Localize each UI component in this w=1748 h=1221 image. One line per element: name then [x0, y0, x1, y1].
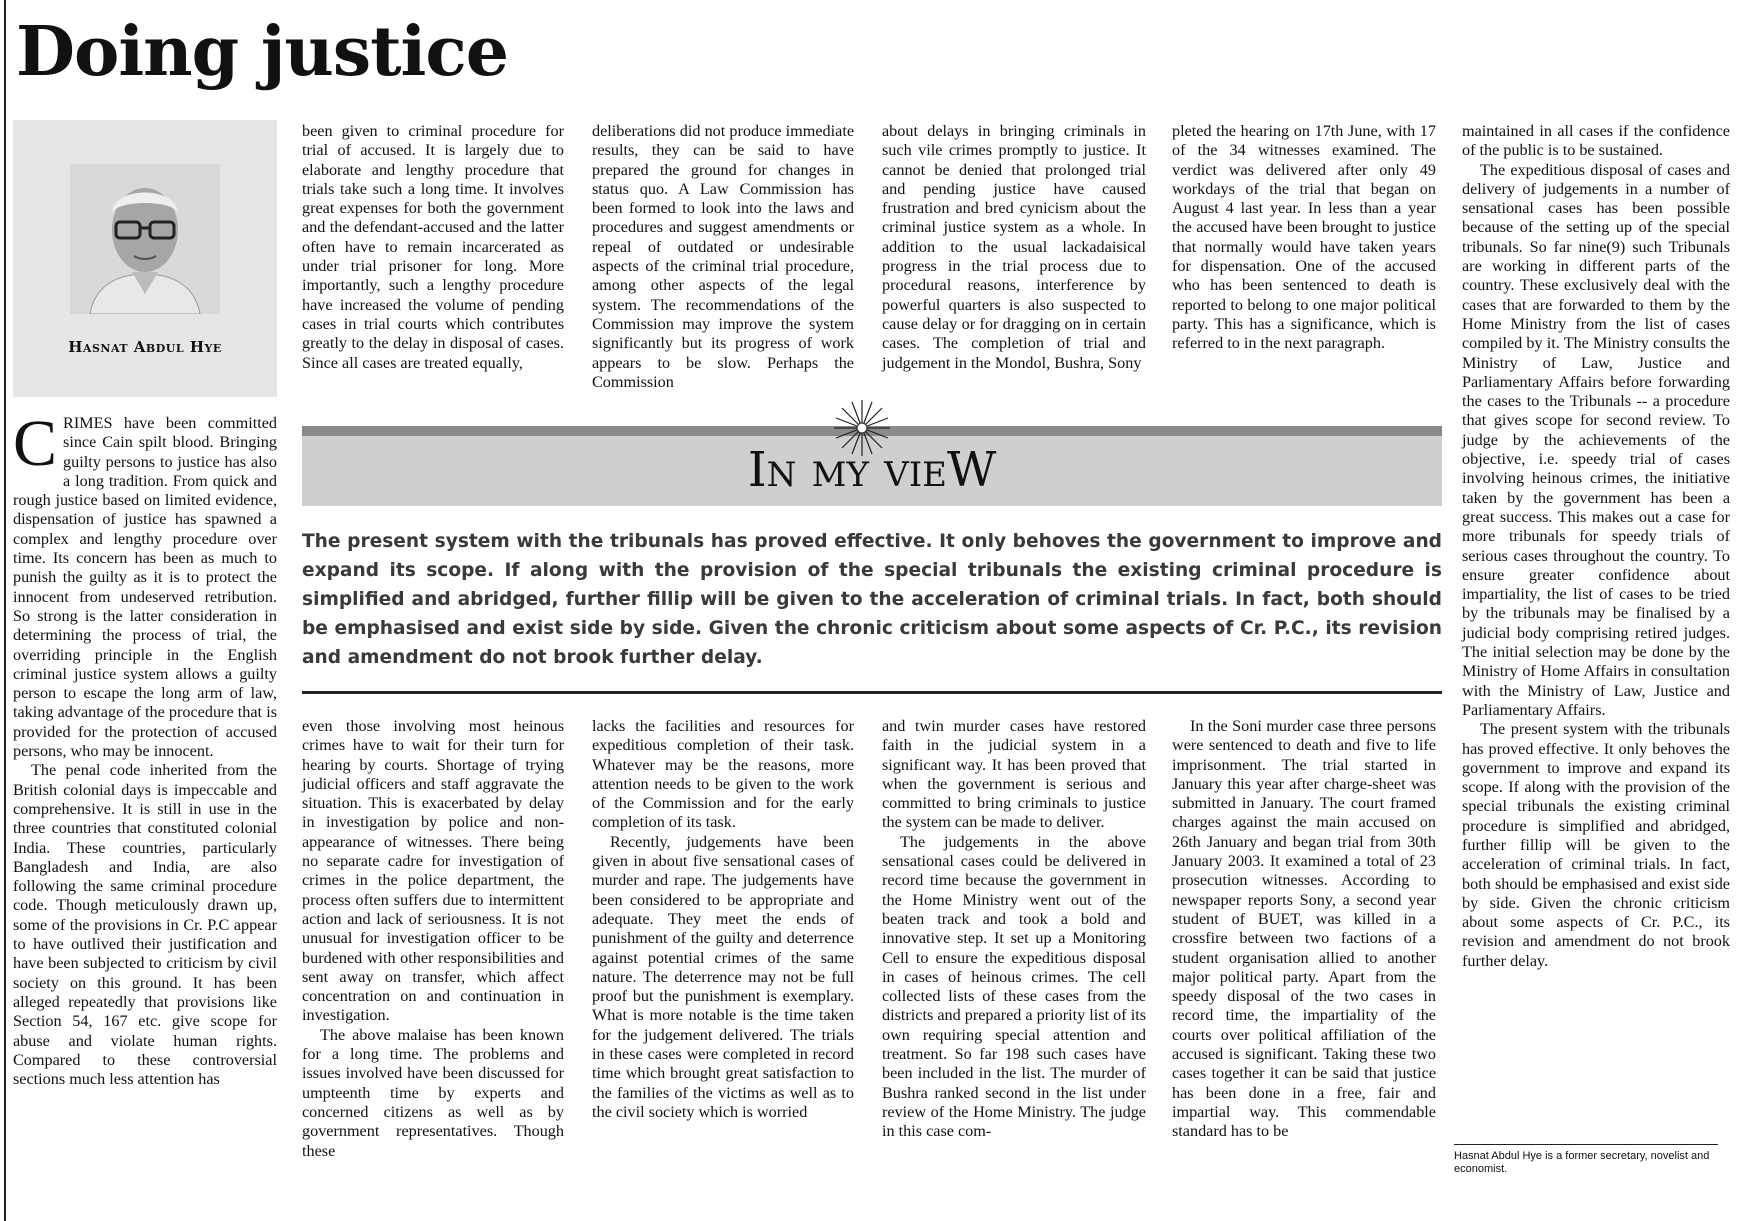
- column-5-bottom: In the Soni murder case three persons were sentenced to death and five to life imprisonment. The trial started in January this year after charge-sheet was submitted in January. The court framed charges against the main accused on 26th January and began trial from 30th January 2003. It examined a total of 23 prosecution witnesses. According to newspaper reports Sony, a second year student of BUET, was killed in a crossfire between two factions of a student organisation allied to another major political party. Apart from the speedy disposal of the two cases in record time, the impartiality of the courts over political affiliation of the accused is significant. Taking these two cases together it can be said that justice has been done in a free, fair and impartial way. This commendable standard has to be: [1172, 717, 1436, 1141]
- column-1: [13, 407, 277, 1089]
- column-6: [1462, 122, 1730, 971]
- author-note-rule: [1454, 1144, 1718, 1145]
- column-2-bottom: [302, 717, 564, 1161]
- pull-quote-bottom-rule: [302, 691, 1442, 694]
- headline: Doing justice: [16, 12, 509, 92]
- author-note: Hasnat Abdul Hye is a former secretary, novelist and economist.: [1454, 1150, 1710, 1175]
- column-6-paragraph-1: maintained in all cases if the confidence of the public is to be sustained.: [1462, 122, 1730, 160]
- author-box: [13, 120, 277, 397]
- column-4-top: about delays in bringing criminals in such vile crimes promptly to justice. It cannot be denied that prolonged trial and pending justice have caused frustration and bred cynicism about the criminal justice system as a whole. In addition to the usual lackadaisical progress in the trial process due to procedural reasons, interference by powerful quarters is also suspected to cause delay or for dragging on in certain cases. The completion of trial and judgement in the Mondol, Bushra, Sony: [882, 122, 1146, 372]
- column-2-bottom-paragraph-1: even those involving most heinous crimes have to wait for their turn for hearing by courts. Shortage of trying judicial officers and staff aggravate the situation. This is exacerbated by delay in investigation by police and non-appearance of witnesses. There being no separate cadre for investigation of crimes in the police department, the process often suffers due to intermittent action and lack of seriousness. It is not unusual for investigation officer to be burdened with other responsibilities and sent away on transfer, which affect concentration on and continuation in investigation.: [302, 717, 564, 1025]
- page-left-rule: [4, 0, 6, 1221]
- column-4-bottom-paragraph-1: and twin murder cases have restored faith in the judicial system in a significant way. It has been proved that when the government is serious and committed to bring criminals to justice the system can be made to deliver.: [882, 717, 1146, 832]
- column-6-paragraph-2: The expeditious disposal of cases and delivery of judgements in a number of sensational cases has been possible because of the setting up of the special tribunals. So far nine(9) such Tribunals are working in different parts of the country. These exclusively deal with the cases that are forwarded to them by the Home Ministry from the list of cases compiled by it. The Ministry consults the Ministry of Law, Justice and Parliamentary Affairs before forwarding the cases to the Tribunals -- a procedure that gives scope for second review. To judge by the achievements of the objective, i.e. speedy trial of cases involving heinous crimes, the initiative taken by the government has been a great success. This makes out a case for more tribunals for speedy trials of serious cases throughout the country. To ensure greater confidence about impartiality, the list of cases to be tried by the tribunals may be finalised by a judicial body comprising retired judges. The initial selection may be done by the Ministry of Home Affairs in consultation with the Ministry of Law, Justice and Parliamentary Affairs.: [1462, 160, 1730, 719]
- column-3-bottom: [592, 717, 854, 1122]
- pull-quote: The present system with the tribunals has proved effective. It only behoves the government to improve and expand its scope. If along with the provision of the special tribunals the existing criminal procedure is simplified and abridged, further fillip will be given to the acceleration of criminal trials. In fact, both should be emphasised and exist side by side. Given the chronic criticism about some aspects of Cr. P.C., its revision and amendment do not brook further delay.: [302, 531, 1442, 668]
- column-6-paragraph-3: The present system with the tribunals has proved effective. It only behoves the government to improve and expand its scope. If along with the provision of the special tribunals the existing criminal procedure is simplified and abridged, further fillip will be given to the acceleration of criminal trials. In fact, both should be emphasised and exist side by side. Given the chronic criticism about some aspects of Cr. P.C., its revision and amendment do not brook further delay.: [1462, 720, 1730, 970]
- column-1-paragraph-1: C RIMES have been committed since Cain spilt blood. Bringing guilty persons to justice has also a long tradition. From quick and rough justice based on limited evidence, dispensation of justice has spawned a complex and lengthy procedure over time. Its concern has been as much to punish the guilty as it is to protect the innocent from undeserved retribution. So strong is the latter consideration in determining the process of trial, the overriding principle in the English criminal justice system allows a guilty person to escape the long arm of law, taking advantage of the procedure that is provided for the protection of accused persons, who may be innocent.: [13, 407, 277, 761]
- drop-cap: C: [13, 407, 58, 480]
- column-3-bottom-paragraph-1: lacks the facilities and resources for expeditious completion of their task. Whatever may be the reasons, more attention needs to be given to the work of the Commission and for the early completion of its task.: [592, 717, 854, 832]
- author-photo: [70, 164, 220, 314]
- author-name: Hasnat Abdul Hye: [68, 338, 222, 356]
- column-3-top: deliberations did not produce immediate results, they can be said to have prepared the ground for changes in status quo. A Law Commission has been formed to look into the laws and procedures and suggest amendments or repeal of outdated or undesirable aspects of the criminal trial procedure, among other aspects of the legal system. The recommendations of the Commission may improve the system significantly but its progress of work appears to be slow. Perhaps the Commission: [592, 122, 854, 391]
- column-3-bottom-paragraph-2: Recently, judgements have been given in about five sensational cases of murder and rape. The judgements have been considered to be appropriate and adequate. They meet the ends of punishment of the guilty and deterrence against potential crimes of the same nature. The deterrence may not be full proof but the punishment is exemplary. What is more notable is the time taken for the judgement delivered. The trials in these cases were completed in record time which brought great satisfaction to the families of the victims as well as to the civil society which is worried: [592, 832, 854, 1121]
- column-2-bottom-paragraph-2: The above malaise has been known for a long time. The problems and issues involved have been discussed for umpteenth time by experts and concerned citizens as well as by government representatives. Though these: [302, 1025, 564, 1160]
- column-4-bottom: [882, 717, 1146, 1142]
- section-label: In my vieW: [747, 442, 997, 498]
- column-1-paragraph-2: The penal code inherited from the British colonial days is impeccable and comprehensive. It is still in use in the three countries that constituted colonial India. These countries, particularly Bangladesh and India, are also following the same criminal procedure code. Though meticulously drawn up, some of the provisions in Cr. P.C appear to have outlived their justification and have been subjected to criticism by civil society on this ground. It has been alleged repeatedly that provisions like Section 54, 167 etc. give scope for abuse and violate human rights. Compared to these controversial sections much less attention has: [13, 761, 277, 1089]
- column-5-top: pleted the hearing on 17th June, with 17 of the 34 witnesses examined. The verdict was delivered after only 49 workdays of the trial that began on August 4 last year. In less than a year the accused have been brought to justice that normally would have taken years for dispensation. One of the accused who has been sentenced to death is reported to belong to one major political party. This has a significance, which is referred to in the next paragraph.: [1172, 122, 1436, 353]
- column-2-top: been given to criminal procedure for trial of accused. It is largely due to elaborate and lengthy procedure that trials take such a long time. It involves great expenses for both the government and the defendant-accused and the latter often have to remain incarcerated as under trial prisoner for long. More importantly, such a lengthy procedure have increased the volume of pending cases in trial courts which contributes greatly to the delay in disposal of cases. Since all cases are treated equally,: [302, 122, 564, 372]
- column-4-bottom-paragraph-2: The judgements in the above sensational cases could be delivered in record time because the government in the Home Ministry went out of the beaten track and took a bold and innovative step. It set up a Monitoring Cell to ensure the expeditious disposal in cases of heinous crimes. The cell collected lists of these cases from the districts and prepared a priority list of its own requiring special attention and treatment. So far 198 such cases have been included in the list. The murder of Bushra ranked second in the list under review of the Home Ministry. The judge in this case com-: [882, 832, 1146, 1141]
